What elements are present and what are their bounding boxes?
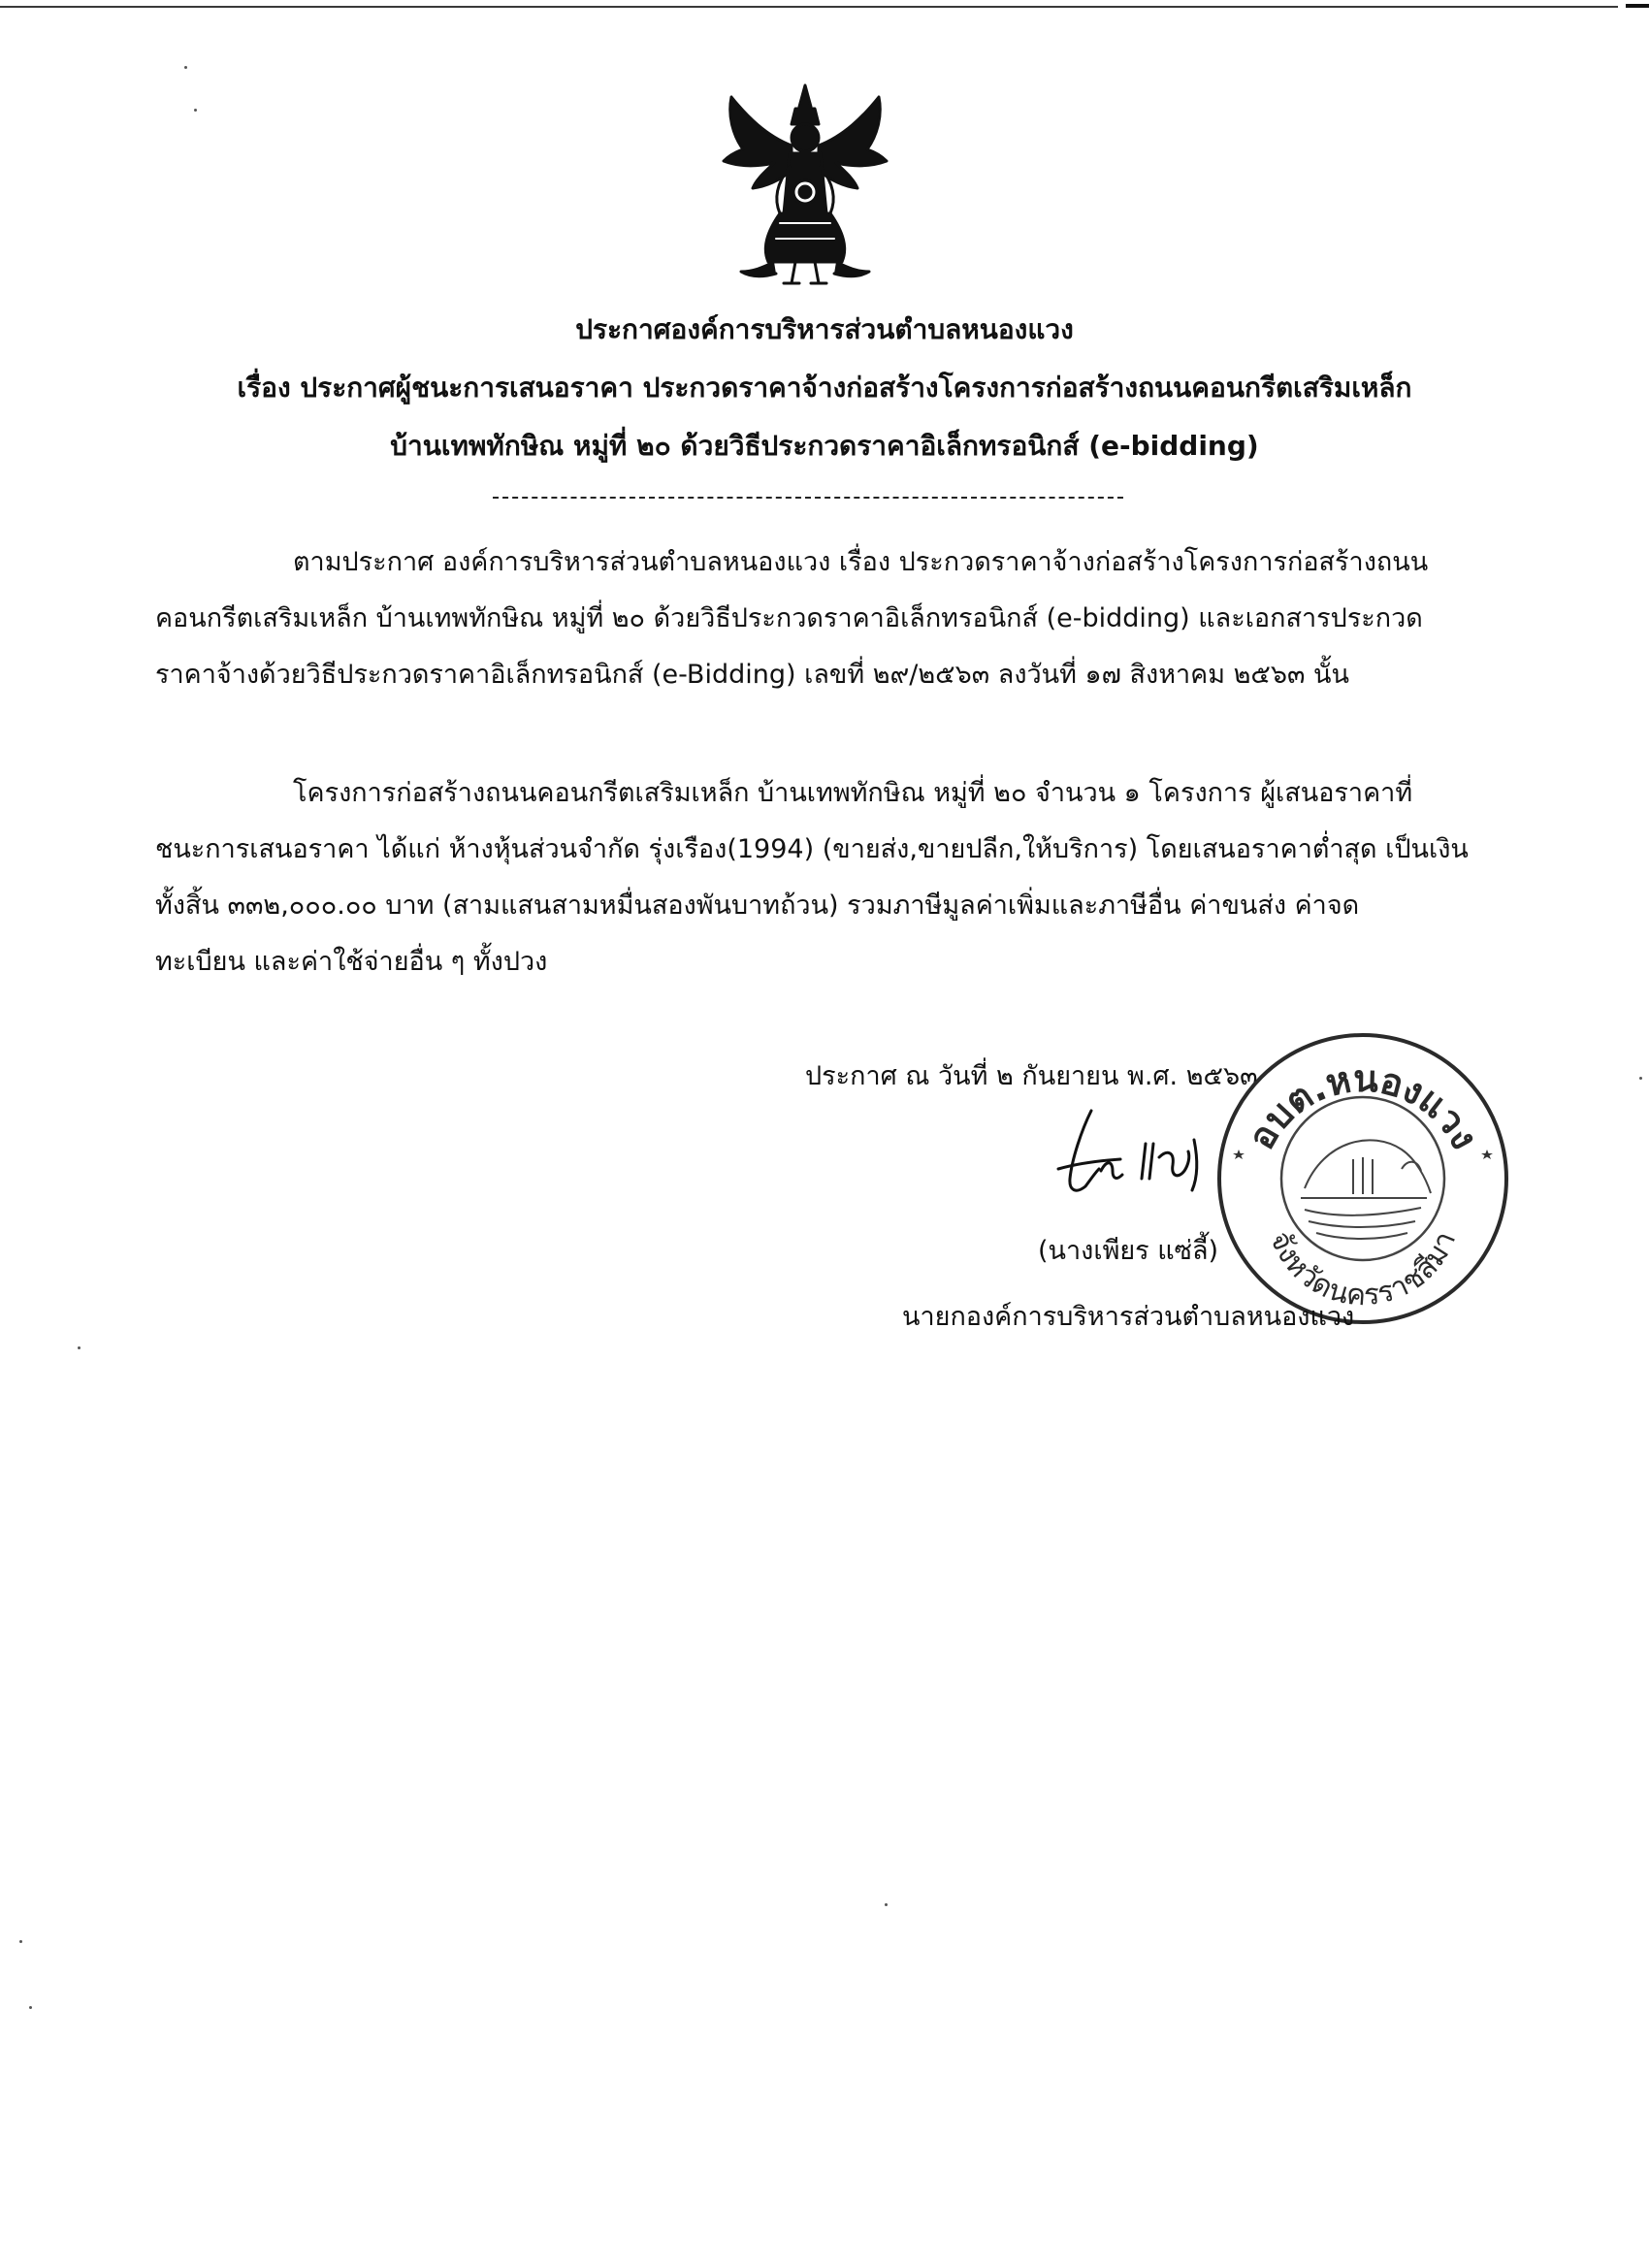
paragraph-1-line-3: ราคาจ้างด้วยวิธีประกวดราคาอิเล็กทรอนิกส์ (e-Bidding) เลขที่ ๒๙/๒๕๖๓ ลงวันที่ ๑๗ สิงหาคม ๒๕๖๓ นั้น (155, 660, 1349, 690)
paragraph-1-line-1: ตามประกาศ องค์การบริหารส่วนตำบลหนองแวง เรื่อง ประกวดราคาจ้างก่อสร้างโครงการก่อสร้างถนน (293, 547, 1429, 577)
scan-speck (194, 109, 197, 112)
svg-text:อบต.หนองแวง (1240, 1057, 1486, 1156)
garuda-emblem-icon (698, 78, 912, 291)
paragraph-2-line-2: ชนะการเสนอราคา ได้แก่ ห้างหุ้นส่วนจำกัด รุ่งเรือง(1994) (ขายส่ง,ขายปลีก,ให้บริการ) โดยเสนอราคาต่ำสุด เป็นเงิน (155, 834, 1469, 864)
paragraph-2-line-4: ทะเบียน และค่าใช้จ่ายอื่น ๆ ทั้งปวง (155, 947, 548, 977)
announcement-subject-line-1: เรื่อง ประกาศผู้ชนะการเสนอราคา ประกวดราคาจ้างก่อสร้างโครงการก่อสร้างถนนคอนกรีตเสริมเหล็ก (237, 372, 1412, 404)
scan-speck (885, 1903, 888, 1906)
seal-top-text: อบต.หนองแวง (1239, 1056, 1487, 1157)
signer-position: นายกองค์การบริหารส่วนตำบลหนองแวง (902, 1302, 1355, 1332)
signer-name: (นางเพียร แซ่ลี้) (1038, 1236, 1219, 1266)
scan-speck (184, 66, 187, 69)
scan-speck (29, 2006, 32, 2009)
header-separator (493, 497, 1123, 499)
top-border-line (0, 6, 1618, 8)
paragraph-1-line-2: คอนกรีตเสริมเหล็ก บ้านเทพทักษิณ หมู่ที่ ๒๐ ด้วยวิธีประกวดราคาอิเล็กทรอนิกส์ (e-bidding) และเอกสารประกวด (155, 603, 1423, 633)
scan-speck (19, 1940, 22, 1943)
paragraph-2-line-1: โครงการก่อสร้างถนนคอนกรีตเสริมเหล็ก บ้านเทพทักษิณ หมู่ที่ ๒๐ จำนวน ๑ โครงการ ผู้เสนอราคาที่ (293, 778, 1413, 808)
official-seal (1208, 1023, 1518, 1334)
announcement-org-title: ประกาศองค์การบริหารส่วนตำบลหนองแวง (575, 313, 1074, 345)
announcement-subject-line-2: บ้านเทพทักษิณ หมู่ที่ ๒๐ ด้วยวิธีประกวดราคาอิเล็กทรอนิกส์ (e-bidding) (390, 430, 1259, 462)
paragraph-2-line-3: ทั้งสิ้น ๓๓๒,๐๐๐.๐๐ บาท (สามแสนสามหมื่นสองพันบาทถ้วน) รวมภาษีมูลค่าเพิ่มและภาษีอื่น ค่าขนส่ง ค่าจด (155, 891, 1360, 921)
handwritten-signature (1052, 1101, 1227, 1208)
seal-bottom-text: จังหวัดนครราชสีมา (1262, 1226, 1464, 1313)
announcement-date: ประกาศ ณ วันที่ ๒ กันยายน พ.ศ. ๒๕๖๓ (805, 1061, 1258, 1091)
top-border-mark (1626, 4, 1649, 8)
scan-speck (1639, 1077, 1642, 1080)
scan-speck (78, 1346, 81, 1349)
